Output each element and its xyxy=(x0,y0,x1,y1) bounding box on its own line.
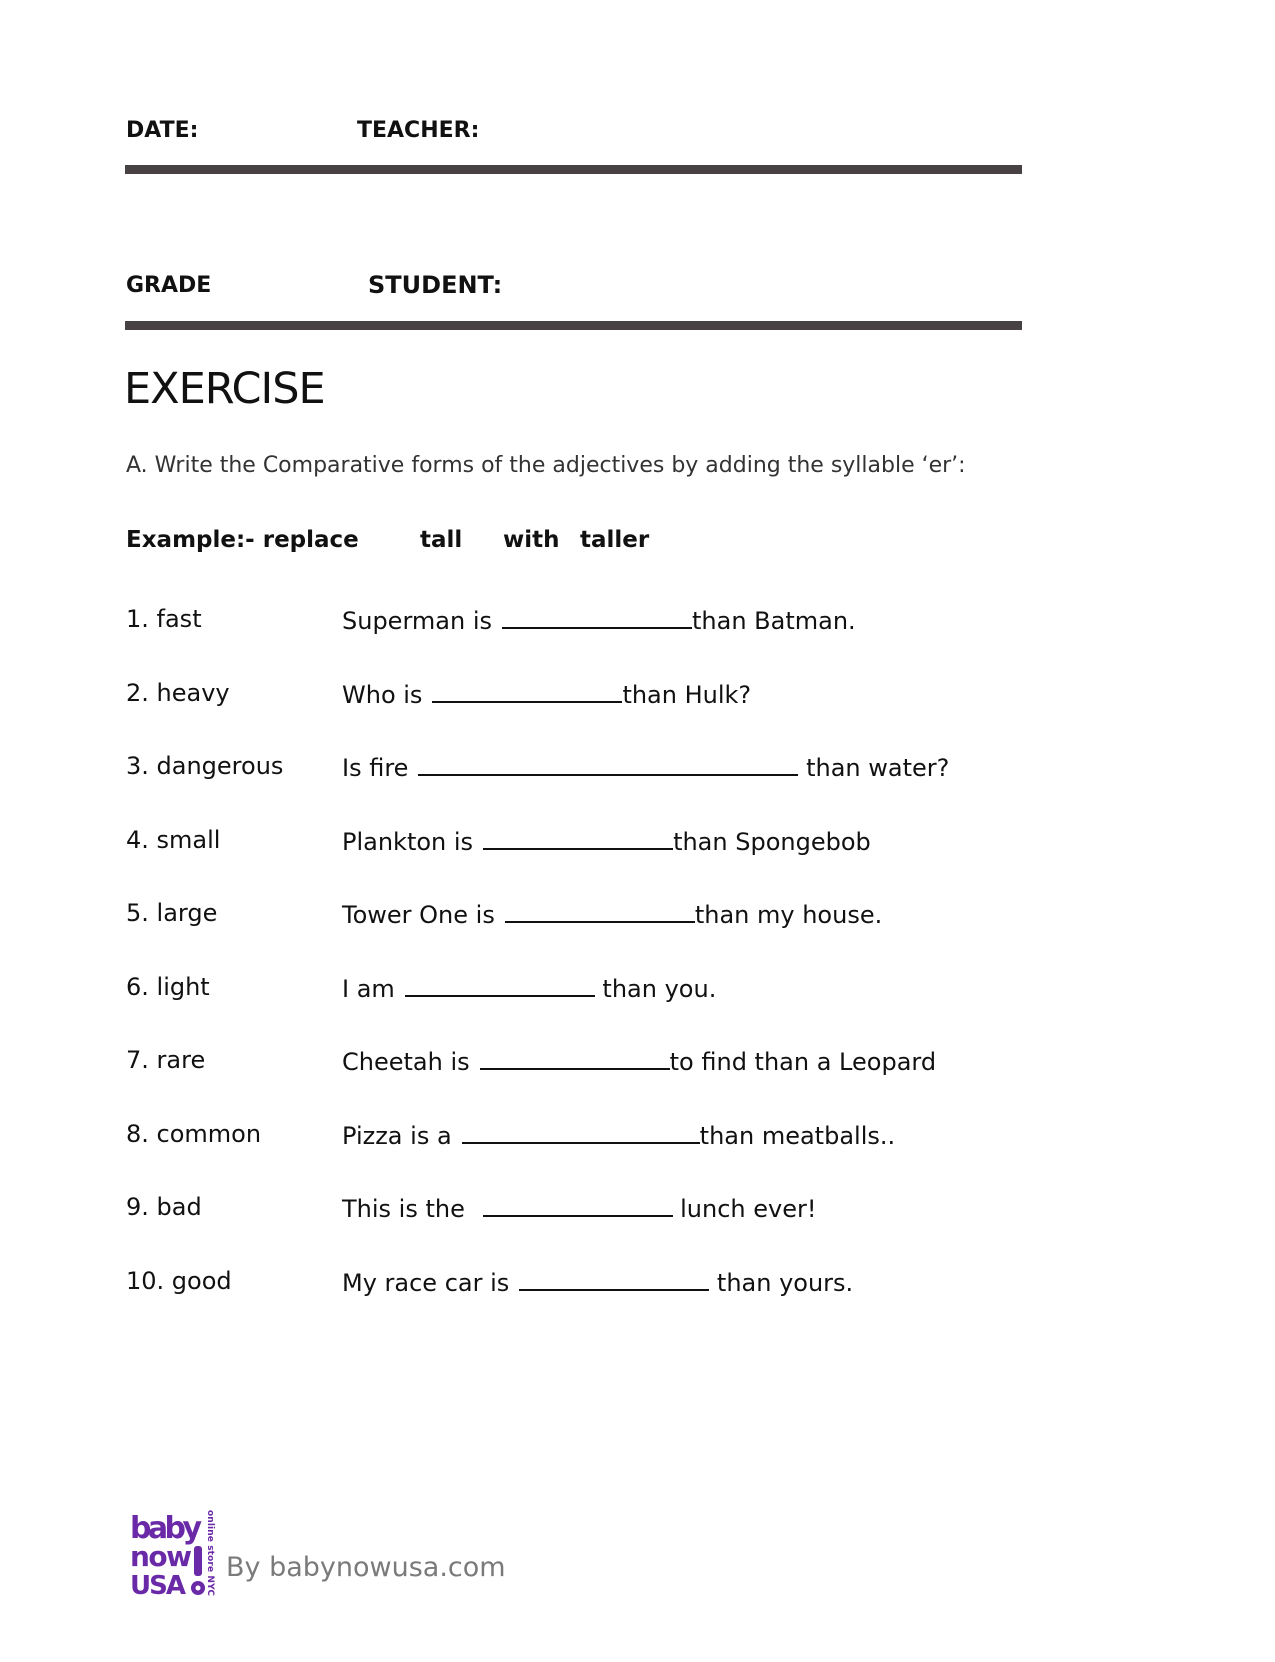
sentence-start: Is fire xyxy=(342,754,409,782)
answer-blank[interactable] xyxy=(483,824,673,850)
answer-blank[interactable] xyxy=(502,603,692,629)
answer-blank[interactable] xyxy=(432,677,622,703)
adjective: 7. rare xyxy=(126,1046,206,1074)
sentence-end: than Batman. xyxy=(692,607,856,635)
adjective: 4. small xyxy=(126,825,221,854)
sentence-start: I am xyxy=(342,974,395,1003)
sentence-start: Plankton is xyxy=(342,827,474,856)
sentence-end: than Hulk? xyxy=(622,680,752,709)
student-label: STUDENT: xyxy=(368,271,503,299)
divider xyxy=(125,165,1022,174)
example-with: with xyxy=(503,527,560,553)
page-title: EXERCISE xyxy=(124,364,325,414)
sentence-start: Superman is xyxy=(342,607,492,635)
svg-text:baby: baby xyxy=(130,1511,202,1546)
date-label: DATE: xyxy=(126,118,199,143)
instruction: A. Write the Comparative forms of the adjectives by adding the syllable ‘er’: xyxy=(126,453,966,478)
answer-blank[interactable] xyxy=(462,1118,700,1144)
adjective: 9. bad xyxy=(126,1193,202,1221)
adjective: 3. dangerous xyxy=(126,752,284,780)
adjective: 6. light xyxy=(126,972,210,1001)
sentence xyxy=(342,603,856,637)
adjective: 8. common xyxy=(126,1119,262,1148)
example-word: tall xyxy=(420,527,463,553)
sentence-end: lunch ever! xyxy=(672,1195,817,1223)
credit-text: By babynowusa.com xyxy=(226,1552,506,1583)
answer-blank[interactable] xyxy=(483,1191,673,1217)
sentence xyxy=(342,677,751,711)
svg-text:USA: USA xyxy=(130,1571,186,1600)
sentence-end: to find than a Leopard xyxy=(669,1048,937,1076)
sentence-start: Who is xyxy=(342,680,423,709)
adjective: 5. large xyxy=(126,899,218,927)
divider xyxy=(125,321,1022,330)
sentence-end: than Spongebob xyxy=(673,827,871,856)
adjective: 2. heavy xyxy=(126,678,230,707)
adjective: 10. good xyxy=(126,1266,232,1295)
sentence-end: than my house. xyxy=(694,901,883,929)
sentence xyxy=(342,824,871,858)
answer-blank[interactable] xyxy=(519,1265,709,1291)
sentence xyxy=(342,1044,936,1078)
teacher-label: TEACHER: xyxy=(357,118,480,143)
sentence xyxy=(342,750,949,784)
sentence xyxy=(342,1118,895,1152)
answer-blank[interactable] xyxy=(418,750,798,776)
sentence xyxy=(342,1265,853,1299)
sentence-end: than meatballs.. xyxy=(699,1121,896,1150)
sentence-start: This is the xyxy=(342,1195,473,1223)
sentence-end: than yours. xyxy=(709,1268,854,1297)
grade-label: GRADE xyxy=(126,273,212,298)
sentence xyxy=(342,897,882,931)
sentence-start: Pizza is a xyxy=(342,1121,452,1150)
svg-text:now: now xyxy=(130,1540,192,1573)
sentence xyxy=(342,971,716,1005)
sentence-start: Tower One is xyxy=(342,901,495,929)
sentence xyxy=(342,1191,816,1225)
answer-blank[interactable] xyxy=(405,971,595,997)
sentence-end: than water? xyxy=(798,754,950,782)
answer-blank[interactable] xyxy=(480,1044,670,1070)
adjective: 1. fast xyxy=(126,605,202,633)
example-answer: taller xyxy=(580,527,650,553)
svg-text:online store NYC: online store NYC xyxy=(205,1510,215,1596)
sentence-start: My race car is xyxy=(342,1268,510,1297)
sentence-start: Cheetah is xyxy=(342,1048,470,1076)
example-prefix: Example:- replace xyxy=(126,527,359,553)
answer-blank[interactable] xyxy=(505,897,695,923)
sentence-end: than you. xyxy=(594,974,717,1003)
babynow-logo xyxy=(130,1508,218,1600)
